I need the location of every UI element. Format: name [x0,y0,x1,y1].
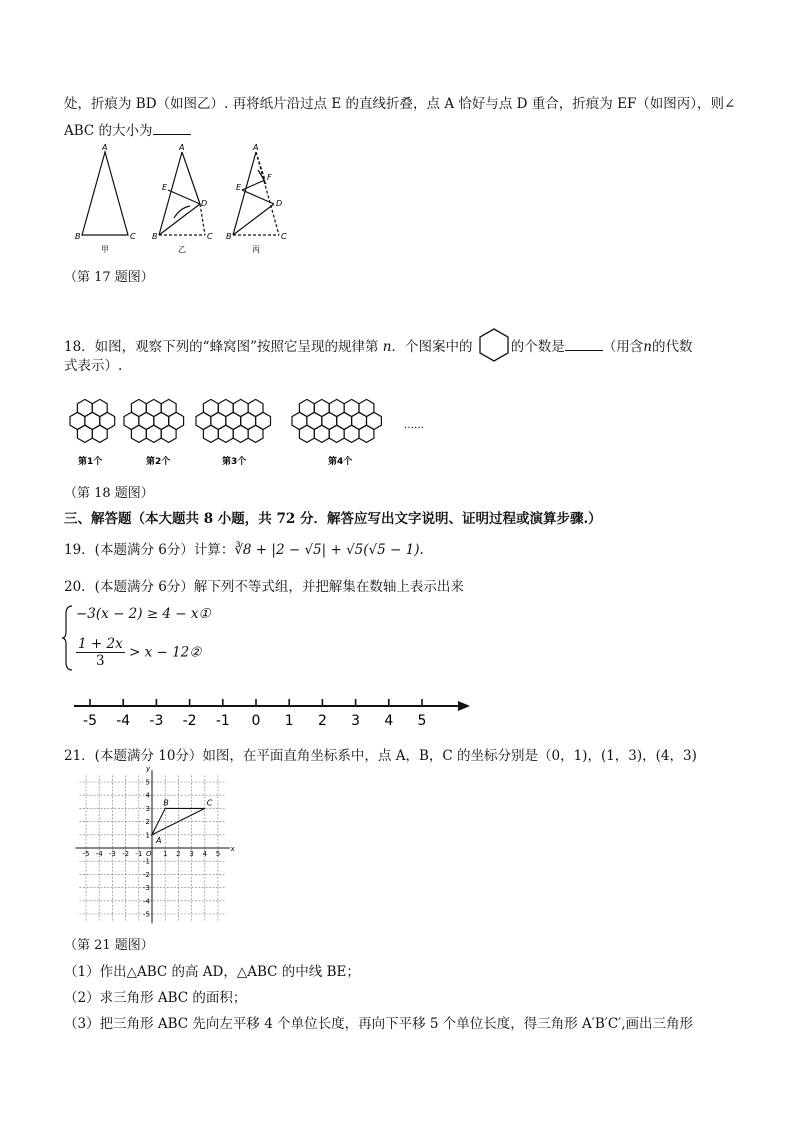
honeycomb-hexagon [203,425,218,442]
q20-number-line [64,690,484,730]
honeycomb-hexagon [359,425,374,442]
y-tick-label: -3 [143,884,150,893]
q20-inequality-2 [76,636,201,669]
q20-fraction-numerator: 1 + 2x [78,636,123,652]
label-yi-C: C [207,232,213,241]
y-tick-label: 3 [145,804,150,813]
q19-line [64,538,424,558]
y-tick-label: -1 [143,857,150,866]
q21-sub2: （2）求三角形 ABC 的面积； [64,990,247,1006]
q17-text-line2-content: ABC 的大小为 [64,123,153,139]
label-bing-E: E [236,183,242,192]
label-jia-B: B [75,232,81,241]
hexagon-icon [477,327,511,363]
label-jia-A: A [102,143,108,152]
honeycomb-hexagon [218,425,233,442]
q17-figures [70,140,310,262]
point-label-b: B [163,798,169,808]
q17-answer-blank [153,122,191,135]
q18-honeycomb-figures [64,388,444,473]
x-tick-label: 3 [189,850,194,858]
x-tick-label: 5 [215,850,221,858]
figure-jia [82,152,128,235]
number-line-tick-label: -3 [149,713,164,729]
q18-text-line2: 式表示）. [64,358,123,374]
x-axis-label: x [230,845,235,853]
label-bing-D: D [276,199,283,208]
honeycomb-label: 第3个 [222,457,247,467]
label-yi-B: B [152,232,158,241]
x-tick-label: -5 [82,850,90,858]
q19-expression: ∛8 + |2 − √5| + √5(√5 − 1). [234,542,424,558]
honeycomb-label: 第1个 [78,457,103,467]
honeycomb-hexagon [92,425,107,442]
label-jia-C: C [130,232,136,241]
q21-caption: （第 21 题图） [64,938,154,953]
y-tick-label: 4 [145,791,150,800]
honeycomb-hexagon [233,425,248,442]
number-line-tick-label: 0 [251,713,261,729]
figure-bing [233,152,279,235]
number-line-tick-label: -2 [182,713,197,729]
x-tick-label: -3 [108,850,116,858]
q21-sub3: （3）把三角形 ABC 先向左平移 4 个单位长度，再向下平移 5 个单位长度，得三角形 A′B′C′,画出三角形 [64,1016,694,1032]
label-bing-C: C [281,232,287,241]
number-line-tick-label: -5 [83,713,97,729]
q18-text-part3: 的个数是 [510,339,565,355]
q20-system-brace [62,604,74,672]
q18-text-part4: （用含 [602,339,644,355]
q18-answer-blank [565,338,603,351]
honeycomb-hexagon [248,425,263,442]
x-tick-label: -2 [122,850,130,858]
x-tick-label: -1 [135,850,143,858]
q21-sub1: （1）作出△ABC 的高 AD，△ABC 的中线 BE； [64,964,360,980]
x-tick-label: 4 [202,850,208,858]
q17-caption: （第 17 题图） [64,270,154,285]
q20-fraction [76,636,125,669]
label-bing: 丙 [252,245,260,254]
q20-prefix: 20．(本题满分 6分）解下列不等式组，并把解集在数轴上表示出来 [64,579,464,595]
label-yi: 乙 [178,245,186,254]
number-line-tick-label: -4 [116,713,131,729]
label-yi-E: E [162,183,168,192]
q18-var-n-2: n [643,339,652,355]
x-tick-label: 1 [162,850,168,858]
y-tick-label: 1 [145,831,150,840]
honeycomb-hexagon [344,425,359,442]
number-line-tick-label: 5 [417,713,427,729]
figure-yi [159,152,208,235]
x-tick-label: -4 [95,850,103,858]
label-bing-A: A [253,143,259,152]
origin-label: O [146,850,152,858]
q20-inequality-1: −3(x − 2) ≥ 4 − x① [76,606,211,622]
q18-caption: （第 18 题图） [64,486,154,501]
q17-text-line1: 处，折痕为 BD（如图乙）. 再将纸片沿过点 E 的直线折叠，点 A 恰好与点 D 重合，折痕为 EF（如图丙），则∠ [64,96,736,112]
y-axis-label: y [146,764,151,773]
honeycomb-hexagon [329,425,344,442]
number-line-tick-label: 3 [351,713,361,729]
number-line-tick-label: 4 [384,713,394,729]
x-tick-label: 2 [176,850,181,858]
q19-prefix: 19．(本题满分 6分）计算： [64,542,235,558]
honeycomb-hexagon [146,425,161,442]
q18-var-n: n [382,339,392,355]
label-bing-F: F [267,173,272,182]
number-line-arrow-icon [458,701,470,711]
honeycomb-hexagon [161,425,176,442]
q20-fraction-denominator: 3 [96,653,105,669]
q18-text-part1: 18．如图，观察下列的“蜂窝图”按照它呈现的规律第 [64,339,379,355]
q20-inequality-2-rest: > x − 12② [128,644,202,661]
honeycomb-label: 第4个 [328,457,353,467]
honeycomb-hexagon [299,425,314,442]
honeycomb-label: 第2个 [146,457,171,467]
y-tick-label: 5 [145,778,150,787]
q18-text-line1 [64,327,692,363]
honeycomb-ellipsis: …… [404,420,424,431]
y-tick-label: -4 [143,897,150,906]
point-label-a: A [156,835,162,845]
number-line-tick-label: 1 [284,713,294,729]
number-line-tick-label: 2 [317,713,327,729]
label-yi-A: A [179,143,185,152]
y-tick-label: -5 [143,910,150,919]
label-yi-D: D [201,199,208,208]
honeycomb-hexagon [131,425,146,442]
label-jia: 甲 [101,245,109,254]
label-bing-B: B [226,232,232,241]
section3-heading: 三、解答题（本大题共 8 小题，共 72 分．解答应写出文字说明、证明过程或演算步骤.） [64,511,602,527]
honeycomb-hexagon [314,425,329,442]
point-label-c: C [206,798,213,808]
q17-text-line2 [64,119,191,139]
honeycomb-hexagon [77,425,92,442]
y-tick-label: -2 [143,870,150,879]
q18-text-part2: ．个图案中的 [391,339,473,355]
q21-coordinate-grid [72,764,235,930]
number-line-tick-label: -1 [215,713,230,729]
y-tick-label: 2 [145,818,150,827]
q21-text: 21．(本题满分 10分）如图，在平面直角坐标系中，点 A，B，C 的坐标分别是（0，1)，(1，3)，(4，3) [64,748,697,764]
q18-text-part5: 的代数 [651,339,693,355]
